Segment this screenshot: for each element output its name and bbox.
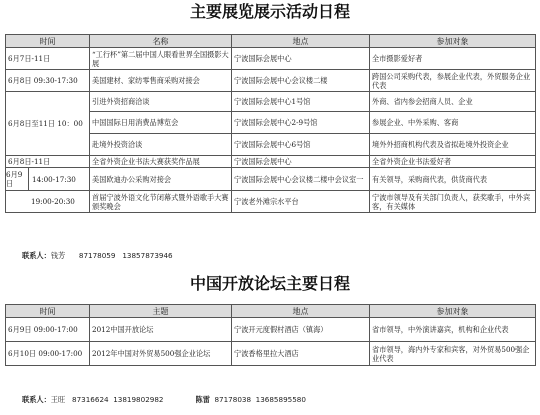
cell-venue: 宁波国际会展中心 [232,156,370,168]
cell-time: 6月8日-11日 [6,156,90,168]
cell-name: 美国建材、家纺零售商采购对接会 [90,70,232,92]
cell-audience: 外商、省内参会招商人员、企业 [370,92,536,112]
cell-time: 14:00-17:30 [32,174,76,184]
contact-phone: 87316624 [72,395,109,404]
cell-venue: 宁波国际会展中心1号馆 [232,92,370,112]
cell-venue: 宁波开元度假村酒店（镇海） [232,318,370,342]
schedule-title-exhibitions: 主要展览展示活动日程 [189,2,350,21]
cell-name: 中国国际日用消费品博览会 [90,112,232,134]
exhibition-schedule-table [5,34,536,213]
cell-time: 6月8日 09:30-17:30 [6,70,90,92]
cell-time: 6月7日-11日 [6,48,90,70]
contact-label: 联系人： [22,251,51,260]
table-row [6,156,536,168]
cell-audience: 有关领导，采购商代表，供货商代表 [370,168,536,191]
schedule-title-forum: 中国开放论坛主要日程 [189,274,350,293]
header-venue: 地点 [232,35,370,48]
cell-name: 全省外资企业书法大赛获奖作品展 [90,156,232,168]
table-row [6,318,536,342]
cell-time: 19:00-20:30 [6,191,90,213]
table-header-row [6,305,536,318]
table-row [6,70,536,92]
cell-time: 6月10日 09:00-17:00 [6,342,90,366]
table-row [6,92,536,112]
header-venue: 地点 [232,305,370,318]
cell-audience: 全省外资企业书法爱好者 [370,156,536,168]
table-row [6,342,536,366]
cell-venue: 宁波国际会展中心会议楼二楼 [232,70,370,92]
cell-audience: 境外外招商机构代表及省拟赴境外投资企业 [370,134,536,156]
contact-mobile-2: 13685895580 [255,395,306,404]
table-header-row [6,35,536,48]
cell-name: 赴境外投资洽谈 [90,134,232,156]
cell-name: 引进外资招商洽谈 [90,92,232,112]
cell-audience: 参展企业、中外采购、客商 [370,112,536,134]
cell-name: “工行杯”第二届中国人眼看世界全国摄影大展 [90,48,232,70]
contact-label: 联系人： [22,395,51,404]
cell-time-group [6,168,90,191]
cell-audience: 全市摄影爱好者 [370,48,536,70]
contact-mobile: 13819802982 [113,395,164,404]
cell-audience: 跨国公司采购代表，参展企业代表，外贸服务企业代表 [370,70,536,92]
cell-audience: 宁波市领导及有关部门负责人，获奖歌手，中外宾客，有关媒体 [370,191,536,213]
contact-name: 钱芳 [50,251,66,260]
contact-line-exhibitions [22,251,173,261]
cell-topic: 2012年中国对外贸易500强企业论坛 [90,342,232,366]
cell-audience: 省市领导，海内外专家和宾客，对外贸易500强企业代表 [370,342,536,366]
cell-venue: 宁波国际会展中心6号馆 [232,134,370,156]
cell-venue: 宁波香格里拉大酒店 [232,342,370,366]
cell-venue: 宁波老外滩宗水平台 [232,191,370,213]
cell-venue: 宁波国际会展中心会议楼二楼中会议室一 [232,168,370,191]
contact-line-forum [22,395,306,405]
table-row [6,48,536,70]
cell-audience: 省市领导，中外演讲嘉宾，机构和企业代表 [370,318,536,342]
header-audience: 参加对象 [370,305,536,318]
cell-day: 6月9日 [6,168,29,190]
cell-venue: 宁波国际会展中心 [232,48,370,70]
table-row [6,168,536,191]
header-time: 时间 [6,35,90,48]
header-audience: 参加对象 [370,35,536,48]
cell-time: 6月8日至11日 10：00 [6,92,90,156]
cell-time: 6月9日 09:00-17:00 [6,318,90,342]
cell-name: 美国欧迪办公采购对接会 [90,168,232,191]
forum-schedule-table [5,304,536,366]
cell-name: 首届宁波外语文化节闭幕式暨外语歌手大赛颁奖晚会 [90,191,232,213]
header-time: 时间 [6,305,90,318]
contact-phone-2: 87178038 [214,395,252,404]
contact-mobile: 13857873946 [122,251,173,260]
contact-name: 王旺 [50,395,66,404]
table-row [6,191,536,213]
contact-name-2: 陈雷 [195,395,210,404]
cell-venue: 宁波国际会展中心2-9号馆 [232,112,370,134]
contact-phone: 87178059 [78,251,116,260]
cell-topic: 2012中国开放论坛 [90,318,232,342]
header-name: 名称 [90,35,232,48]
header-topic: 主题 [90,305,232,318]
